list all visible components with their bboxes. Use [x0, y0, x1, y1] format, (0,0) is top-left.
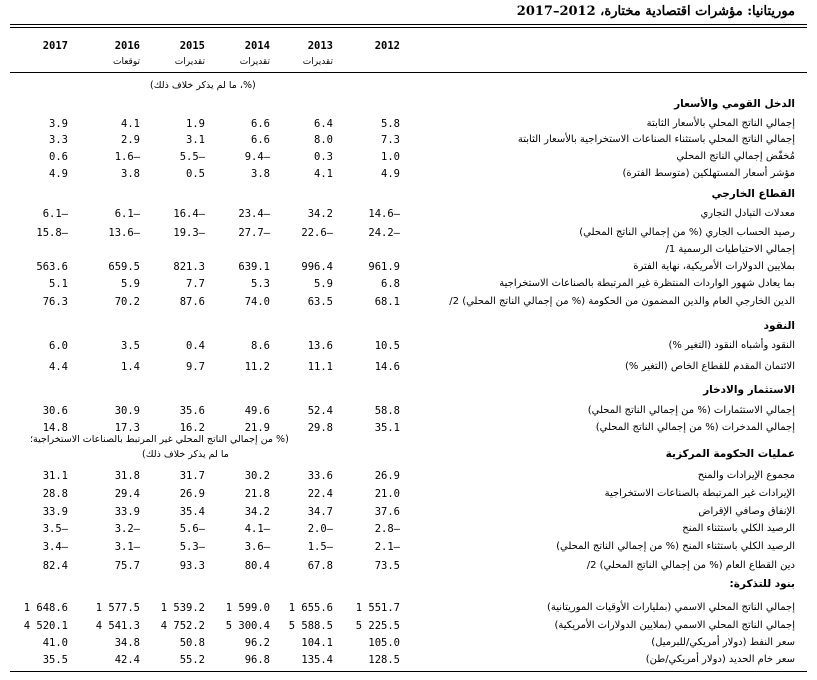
row-label: مجموع الإيرادات والمنح [697, 470, 795, 481]
cell-2017: 4.4 [49, 361, 68, 373]
cell-2015: 9.7 [186, 361, 205, 373]
cell-2017: 3.3 [49, 134, 68, 146]
cell-2017: 4 520.1 [23, 620, 68, 632]
section-heading: الاستثمار والادخار [703, 384, 795, 396]
cell-2015: 26.9 [179, 488, 205, 500]
cell-2017: 35.5 [42, 654, 68, 666]
year-2017: 2017 [42, 40, 68, 52]
cell-2013: 5.9 [314, 278, 333, 290]
cell-2016: 30.9 [114, 405, 140, 417]
year-2014: 2014 [244, 40, 270, 52]
cell-2016: 3.5 [121, 340, 140, 352]
cell-2014: 639.1 [238, 261, 270, 273]
subhead-2014: تقديرات [239, 57, 270, 67]
cell-2015: 1 539.2 [160, 602, 205, 614]
row-label: سعر النفط (دولار أمريكي/للبرميل) [651, 637, 795, 648]
cell-2017: 3.4– [42, 541, 68, 553]
cell-2012: 2.1– [374, 541, 400, 553]
cell-2017: 76.3 [42, 296, 68, 308]
cell-2014: 5.3 [251, 278, 270, 290]
row-label: سعر خام الحديد (دولار أمريكي/طن) [645, 654, 795, 665]
cell-2014: 11.2 [244, 361, 270, 373]
cell-2014: 30.2 [244, 470, 270, 482]
cell-2012: 961.9 [368, 261, 400, 273]
cell-2013: 52.4 [307, 405, 333, 417]
cell-2016: 29.4 [114, 488, 140, 500]
cell-2016: 17.3 [114, 422, 140, 434]
cell-2016: 70.2 [114, 296, 140, 308]
cell-2014: 5 300.4 [225, 620, 270, 632]
year-2012: 2012 [374, 40, 400, 52]
cell-2017: 5.1 [49, 278, 68, 290]
cell-2012: 21.0 [374, 488, 400, 500]
cell-2012: 2.8– [374, 523, 400, 535]
cell-2013: 11.1 [307, 361, 333, 373]
row-label: إجمالي المدخرات (% من إجمالي الناتج المحلي) [595, 422, 795, 433]
cell-2015: 35.6 [179, 405, 205, 417]
cell-2013: 22.4 [307, 488, 333, 500]
year-2013: 2013 [307, 40, 333, 52]
cell-2015: 4 752.2 [160, 620, 205, 632]
cell-2013: 996.4 [301, 261, 333, 273]
row-label: الرصيد الكلي باستثناء المنح (% من إجمالي الناتج المحلي) [556, 541, 795, 552]
cell-2012: 4.9 [381, 168, 400, 180]
cell-2016: 3.8 [121, 168, 140, 180]
row-label: إجمالي الاستثمارات (% من إجمالي الناتج المحلي) [587, 405, 795, 416]
note-percent: (%، ما لم يذكر خلاف ذلك) [150, 80, 256, 91]
cell-2015: 3.1 [186, 134, 205, 146]
cell-2014: 3.8 [251, 168, 270, 180]
cell-2017: 28.8 [42, 488, 68, 500]
row-label: إجمالي الاحتياطيات الرسمية 1/ [665, 244, 795, 255]
row-label: الإيرادات غير المرتبطة بالصناعات الاستخراجية [604, 488, 795, 499]
cell-2012: 26.9 [374, 470, 400, 482]
cell-2012: 24.2– [368, 227, 400, 239]
row-label: بما يعادل شهور الواردات المنتظرة غير المرتبطة بالصناعات الاستخراجية [499, 278, 795, 289]
cell-2012: 5 225.5 [355, 620, 400, 632]
row-label: بملايين الدولارات الأمريكية، نهاية الفترة [633, 261, 795, 272]
cell-2012: 68.1 [374, 296, 400, 308]
row-label: معدلات التبادل التجاري [700, 208, 795, 219]
cell-2016: 3.1– [114, 541, 140, 553]
section-heading: بنود للتذكرة: [729, 578, 795, 590]
cell-2017: 1 648.6 [23, 602, 68, 614]
cell-2013: 34.7 [307, 506, 333, 518]
row-label: إجمالي الناتج المحلي باستثناء الصناعات الاستخراجية بالأسعار الثابتة [517, 134, 795, 145]
cell-2016: 3.2– [114, 523, 140, 535]
cell-2012: 35.1 [374, 422, 400, 434]
row-label: رصيد الحساب الجاري (% من إجمالي الناتج المحلي) [579, 227, 795, 238]
row-label: إجمالي الناتج المحلي بالأسعار الثابتة [646, 118, 795, 129]
cell-2012: 6.8 [381, 278, 400, 290]
year-2015: 2015 [179, 40, 205, 52]
cell-2012: 14.6 [374, 361, 400, 373]
cell-2014: 49.6 [244, 405, 270, 417]
cell-2014: 21.9 [244, 422, 270, 434]
subhead-2015: تقديرات [174, 57, 205, 67]
cell-2014: 21.8 [244, 488, 270, 500]
cell-2015: 5.5– [179, 151, 205, 163]
cell-2015: 16.4– [173, 208, 205, 220]
section-heading: القطاع الخارجي [711, 188, 795, 200]
cell-2016: 6.1– [114, 208, 140, 220]
cell-2014: 96.8 [244, 654, 270, 666]
cell-2014: 96.2 [244, 637, 270, 649]
cell-2014: 4.1– [244, 523, 270, 535]
cell-2014: 23.4– [238, 208, 270, 220]
cell-2014: 34.2 [244, 506, 270, 518]
row-label: مؤشر أسعار المستهلكين (متوسط الفترة) [622, 168, 795, 179]
cell-2013: 13.6 [307, 340, 333, 352]
cell-2015: 35.4 [179, 506, 205, 518]
cell-2016: 659.5 [108, 261, 140, 273]
cell-2013: 4.1 [314, 168, 333, 180]
cell-2017: 3.5– [42, 523, 68, 535]
top-rule-2 [10, 27, 807, 28]
row-label: الإنفاق وصافي الإقراض [698, 506, 795, 517]
cell-2015: 31.7 [179, 470, 205, 482]
cell-2015: 7.7 [186, 278, 205, 290]
section-heading: الدخل القومي والأسعار [674, 98, 795, 110]
cell-2016: 33.9 [114, 506, 140, 518]
cell-2013: 33.6 [307, 470, 333, 482]
cell-2012: 10.5 [374, 340, 400, 352]
row-label: الائتمان المقدم للقطاع الخاص (التغير %) [624, 361, 795, 372]
cell-2016: 2.9 [121, 134, 140, 146]
cell-2012: 7.3 [381, 134, 400, 146]
cell-2013: 63.5 [307, 296, 333, 308]
cell-2016: 75.7 [114, 560, 140, 572]
cell-2013: 1 655.6 [288, 602, 333, 614]
cell-2015: 16.2 [179, 422, 205, 434]
cell-2017: 0.6 [49, 151, 68, 163]
section-heading: عمليات الحكومة المركزية [665, 448, 795, 460]
cell-2015: 55.2 [179, 654, 205, 666]
cell-2017: 41.0 [42, 637, 68, 649]
cell-2012: 37.6 [374, 506, 400, 518]
cell-2017: 3.9 [49, 118, 68, 130]
cell-2014: 6.6 [251, 118, 270, 130]
cell-2017: 30.6 [42, 405, 68, 417]
cell-2017: 33.9 [42, 506, 68, 518]
cell-2014: 3.6– [244, 541, 270, 553]
cell-2014: 6.6 [251, 134, 270, 146]
cell-2014: 27.7– [238, 227, 270, 239]
cell-2013: 135.4 [301, 654, 333, 666]
cell-2013: 8.0 [314, 134, 333, 146]
note-gov-line2: ما لم يذكر خلاف ذلك) [142, 449, 229, 460]
cell-2013: 1.5– [307, 541, 333, 553]
cell-2016: 13.6– [108, 227, 140, 239]
cell-2013: 67.8 [307, 560, 333, 572]
row-label: إجمالي الناتج المحلي الاسمي (بمليارات الأوقيات الموريتانية) [547, 602, 795, 613]
cell-2015: 50.8 [179, 637, 205, 649]
cell-2012: 105.0 [368, 637, 400, 649]
cell-2017: 6.1– [42, 208, 68, 220]
year-2016: 2016 [114, 40, 140, 52]
cell-2015: 5.6– [179, 523, 205, 535]
header-rule [10, 72, 807, 73]
note-gov-line1: (% من إجمالي الناتج المحلي غير المرتبط بالصناعات الاستخراجية؛ [30, 434, 289, 445]
cell-2017: 14.8 [42, 422, 68, 434]
cell-2014: 74.0 [244, 296, 270, 308]
cell-2013: 22.6– [301, 227, 333, 239]
cell-2013: 29.8 [307, 422, 333, 434]
cell-2017: 82.4 [42, 560, 68, 572]
row-label: النقود وأشباه النقود (التغير %) [668, 340, 795, 351]
cell-2016: 31.8 [114, 470, 140, 482]
cell-2015: 93.3 [179, 560, 205, 572]
cell-2017: 31.1 [42, 470, 68, 482]
row-label: إجمالي الناتج المحلي الاسمي (بملايين الدولارات الأمريكية) [554, 620, 795, 631]
row-label: مُخفّض إجمالي الناتج المحلي [676, 151, 795, 162]
row-label: دين القطاع العام (% من إجمالي الناتج المحلي) 2/ [586, 560, 795, 571]
cell-2012: 14.6– [368, 208, 400, 220]
row-label: الرصيد الكلي باستثناء المنح [682, 523, 795, 534]
cell-2013: 0.3 [314, 151, 333, 163]
cell-2017: 15.8– [36, 227, 68, 239]
cell-2016: 1 577.5 [95, 602, 140, 614]
section-heading: النقود [763, 320, 795, 332]
cell-2015: 0.4 [186, 340, 205, 352]
cell-2014: 8.6 [251, 340, 270, 352]
cell-2017: 4.9 [49, 168, 68, 180]
cell-2015: 5.3– [179, 541, 205, 553]
page-title: موريتانيا: مؤشرات اقتصادية مختارة، 2012–2017 [516, 4, 795, 19]
cell-2016: 34.8 [114, 637, 140, 649]
cell-2012: 1.0 [381, 151, 400, 163]
cell-2014: 80.4 [244, 560, 270, 572]
cell-2014: 9.4– [244, 151, 270, 163]
cell-2013: 34.2 [307, 208, 333, 220]
cell-2015: 0.5 [186, 168, 205, 180]
cell-2013: 104.1 [301, 637, 333, 649]
cell-2015: 87.6 [179, 296, 205, 308]
top-rule [10, 24, 807, 25]
cell-2012: 58.8 [374, 405, 400, 417]
bottom-rule [10, 671, 807, 672]
cell-2013: 5 588.5 [288, 620, 333, 632]
subhead-2016: توقعات [112, 57, 140, 67]
cell-2014: 1 599.0 [225, 602, 270, 614]
cell-2012: 128.5 [368, 654, 400, 666]
cell-2017: 563.6 [36, 261, 68, 273]
cell-2016: 1.6– [114, 151, 140, 163]
cell-2012: 1 551.7 [355, 602, 400, 614]
cell-2017: 6.0 [49, 340, 68, 352]
cell-2013: 6.4 [314, 118, 333, 130]
cell-2015: 19.3– [173, 227, 205, 239]
row-label: الدين الخارجي العام والدين المضمون من الحكومة (% من إجمالي الناتج المحلي) 2/ [449, 296, 795, 307]
subhead-2013: تقديرات [302, 57, 333, 67]
cell-2016: 4.1 [121, 118, 140, 130]
cell-2013: 2.0– [307, 523, 333, 535]
cell-2016: 5.9 [121, 278, 140, 290]
cell-2016: 42.4 [114, 654, 140, 666]
cell-2015: 821.3 [173, 261, 205, 273]
cell-2016: 4 541.3 [95, 620, 140, 632]
cell-2012: 73.5 [374, 560, 400, 572]
cell-2012: 5.8 [381, 118, 400, 130]
cell-2016: 1.4 [121, 361, 140, 373]
cell-2015: 1.9 [186, 118, 205, 130]
